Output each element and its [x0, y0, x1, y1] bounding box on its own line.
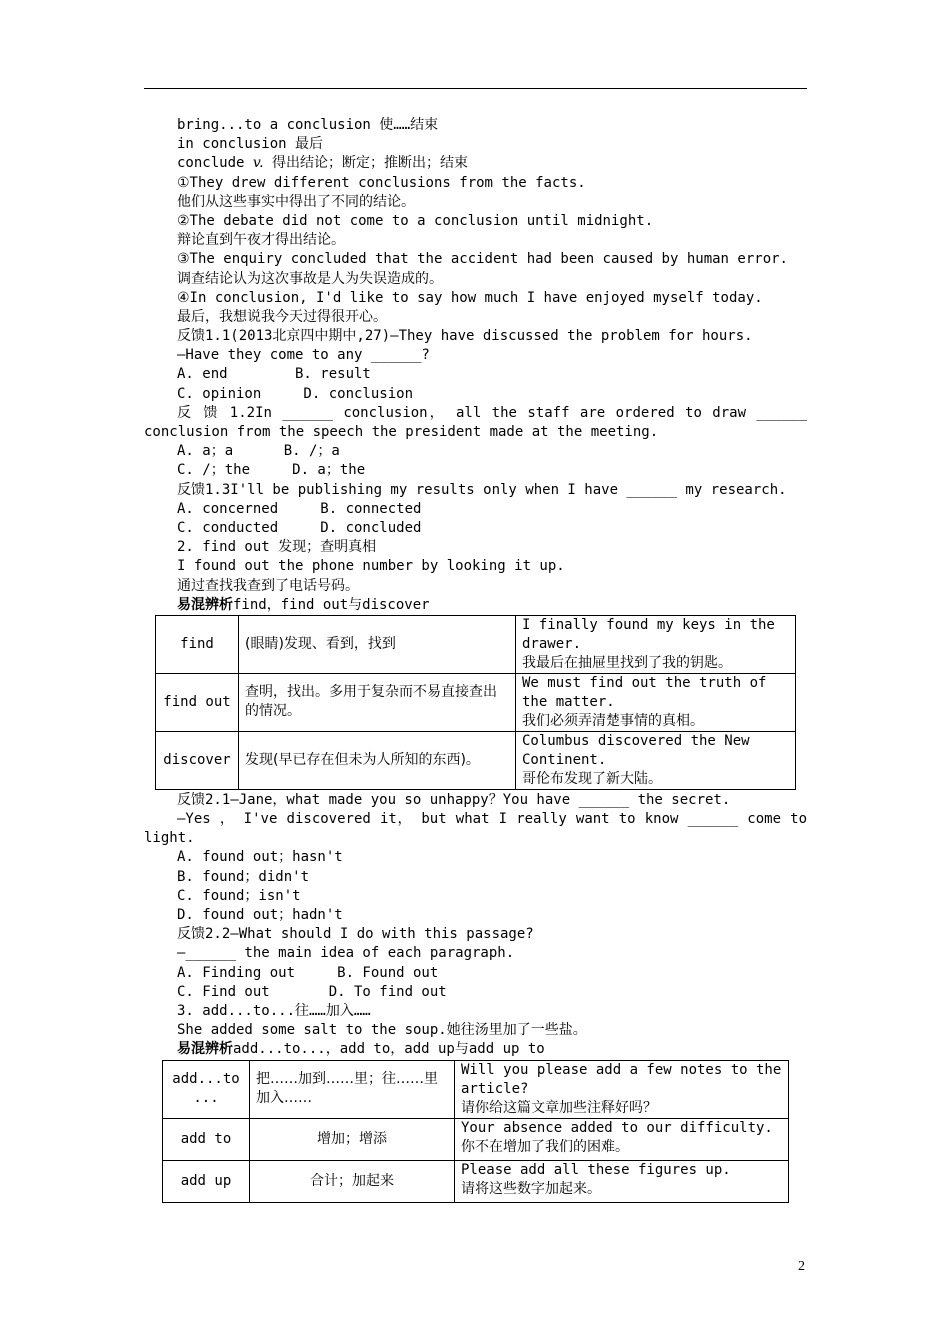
- table-row: [163, 1060, 789, 1118]
- question-line: —Have they come to any ______?: [177, 347, 430, 364]
- question-line: 反馈1.1(2013北京四中期中,27)—They have discussed the problem for hours.: [177, 328, 753, 345]
- example-cn: 你不在增加了我们的困难。: [461, 1138, 629, 1155]
- section-b: [144, 174, 807, 404]
- section-f: [144, 848, 807, 1040]
- section-heading: 2. find out 发现；查明真相: [177, 539, 377, 556]
- example-cn: 哥伦布发现了新大陆。: [522, 770, 662, 787]
- text-line: 通过查找我查到了电话号码。: [177, 577, 359, 594]
- question-line: —Yes ， I've discovered it， but what I really want to know ______ come to: [177, 811, 807, 828]
- table-example: [455, 1160, 789, 1202]
- option-line: C. opinion D. conclusion: [177, 385, 414, 402]
- option-line: C. conducted D. concluded: [177, 519, 422, 536]
- option-line: D. found out；hadn't: [177, 907, 343, 923]
- question-line: light.: [144, 830, 195, 847]
- section-a: [144, 116, 807, 154]
- table-row: [163, 1118, 789, 1160]
- text-line: 辩论直到午夜才得出结论。: [177, 232, 345, 249]
- confusion-text: add...to...，add to，add up与add up to: [233, 1041, 545, 1058]
- table-example: [516, 615, 796, 673]
- confusion-tag: 易混辨析: [177, 596, 233, 613]
- example-cn: 请将这些数字加起来。: [461, 1180, 601, 1197]
- table-example: [516, 673, 796, 731]
- text-line: ④In conclusion, I'd like to say how much I have enjoyed myself today.: [177, 289, 763, 306]
- table-word: add...to ...: [163, 1060, 250, 1118]
- question-line: conclusion from the speech the president made at the meeting.: [144, 424, 659, 440]
- add-comparison-table: [162, 1060, 789, 1203]
- header-rule: [144, 88, 807, 89]
- text-line: ②The debate did not come to a conclusion until midnight.: [177, 212, 654, 229]
- section-heading: 3. add...to...往……加入……: [177, 1002, 371, 1019]
- example-en: We must find out the truth of the matter.: [522, 674, 767, 710]
- option-line: A. found out；hasn't: [177, 849, 343, 866]
- option-line: C. Find out D. To find out: [177, 983, 447, 1000]
- example-en: I finally found my keys in the drawer.: [522, 616, 775, 652]
- table-word: discover: [156, 731, 239, 789]
- page-number: 2: [798, 1259, 805, 1274]
- example-en: Your absence added to our difficulty.: [461, 1119, 773, 1136]
- table-meaning: 增加；增添: [250, 1118, 455, 1160]
- table-word: add up: [163, 1160, 250, 1202]
- option-line: A. concerned B. connected: [177, 500, 422, 517]
- text-line: She added some salt to the soup.她往汤里加了一些盐。: [177, 1022, 587, 1039]
- definition: 得出结论；断定；推断出；结束: [263, 155, 468, 172]
- part-of-speech: v.: [252, 155, 264, 172]
- table-row: [156, 673, 796, 731]
- question-line: 反馈2.2—What should I do with this passage?: [177, 926, 534, 943]
- option-line: A. a；a B. /；a: [177, 443, 340, 460]
- confusion-text: find，find out与discover: [233, 596, 430, 613]
- text-line: 最后，我想说我今天过得很开心。: [177, 308, 387, 325]
- table-row: [163, 1160, 789, 1202]
- table-example: [455, 1118, 789, 1160]
- table-word: add to: [163, 1118, 250, 1160]
- option-line: A. end B. result: [177, 366, 371, 383]
- find-comparison-table: [155, 615, 796, 790]
- example-en: Please add all these figures up.: [461, 1161, 731, 1178]
- confusion-heading: [144, 596, 807, 615]
- text-line: in conclusion 最后: [177, 136, 324, 153]
- text-line: ①They drew different conclusions from the facts.: [177, 174, 586, 191]
- text-line: I found out the phone number by looking it up.: [177, 558, 565, 575]
- question-line: —______ the main idea of each paragraph.: [177, 945, 515, 962]
- example-cn: 我最后在抽屉里找到了我的钥匙。: [522, 654, 732, 671]
- table-meaning: 查明，找出。多用于复杂而不易直接查出的情况。: [239, 673, 516, 731]
- example-cn: 我们必须弄清楚事情的真相。: [522, 712, 704, 729]
- table-example: [455, 1060, 789, 1118]
- table-word: find out: [156, 673, 239, 731]
- example-cn: 请你给这篇文章加些注释好吗？: [461, 1099, 657, 1116]
- question-line: 反 馈 1.2In ______ conclusion， all the staff are ordered to draw ______: [177, 404, 807, 421]
- page-body: [144, 116, 807, 1203]
- confusion-heading: [144, 1040, 807, 1059]
- headword: conclude: [177, 155, 253, 172]
- table-meaning: 把……加到……里；往……里加入……: [250, 1060, 455, 1118]
- table-meaning: 合计；加起来: [250, 1160, 455, 1202]
- text-line: bring...to a conclusion 使……结束: [177, 117, 439, 133]
- text-line: 他们从这些事实中得出了不同的结论。: [177, 193, 415, 210]
- question-line: 反馈1.3I'll be publishing my results only when I have ______ my research.: [177, 481, 787, 498]
- table-meaning: (眼睛)发现、看到，找到: [239, 615, 516, 673]
- option-line: C. found；isn't: [177, 887, 301, 904]
- option-line: B. found；didn't: [177, 868, 310, 885]
- table-row: [156, 615, 796, 673]
- option-line: A. Finding out B. Found out: [177, 964, 439, 981]
- option-line: C. /；the D. a；the: [177, 462, 366, 479]
- text-line: 调查结论认为这次事故是人为失误造成的。: [177, 270, 443, 287]
- question-line: 反馈2.1—Jane，what made you so unhappy？You have ______ the secret.: [177, 791, 731, 808]
- confusion-tag: 易混辨析: [177, 1041, 233, 1058]
- table-word: find: [156, 615, 239, 673]
- table-example: [516, 731, 796, 789]
- text-line: ③The enquiry concluded that the accident had been caused by human error.: [177, 251, 788, 268]
- conclude-entry: [144, 154, 807, 173]
- table-meaning: 发现(早已存在但未为人所知的东西)。: [239, 731, 516, 789]
- section-d: [144, 442, 807, 596]
- example-en: Will you please add a few notes to the article?: [461, 1061, 782, 1097]
- table-row: [156, 731, 796, 789]
- example-en: Columbus discovered the New Continent.: [522, 732, 750, 768]
